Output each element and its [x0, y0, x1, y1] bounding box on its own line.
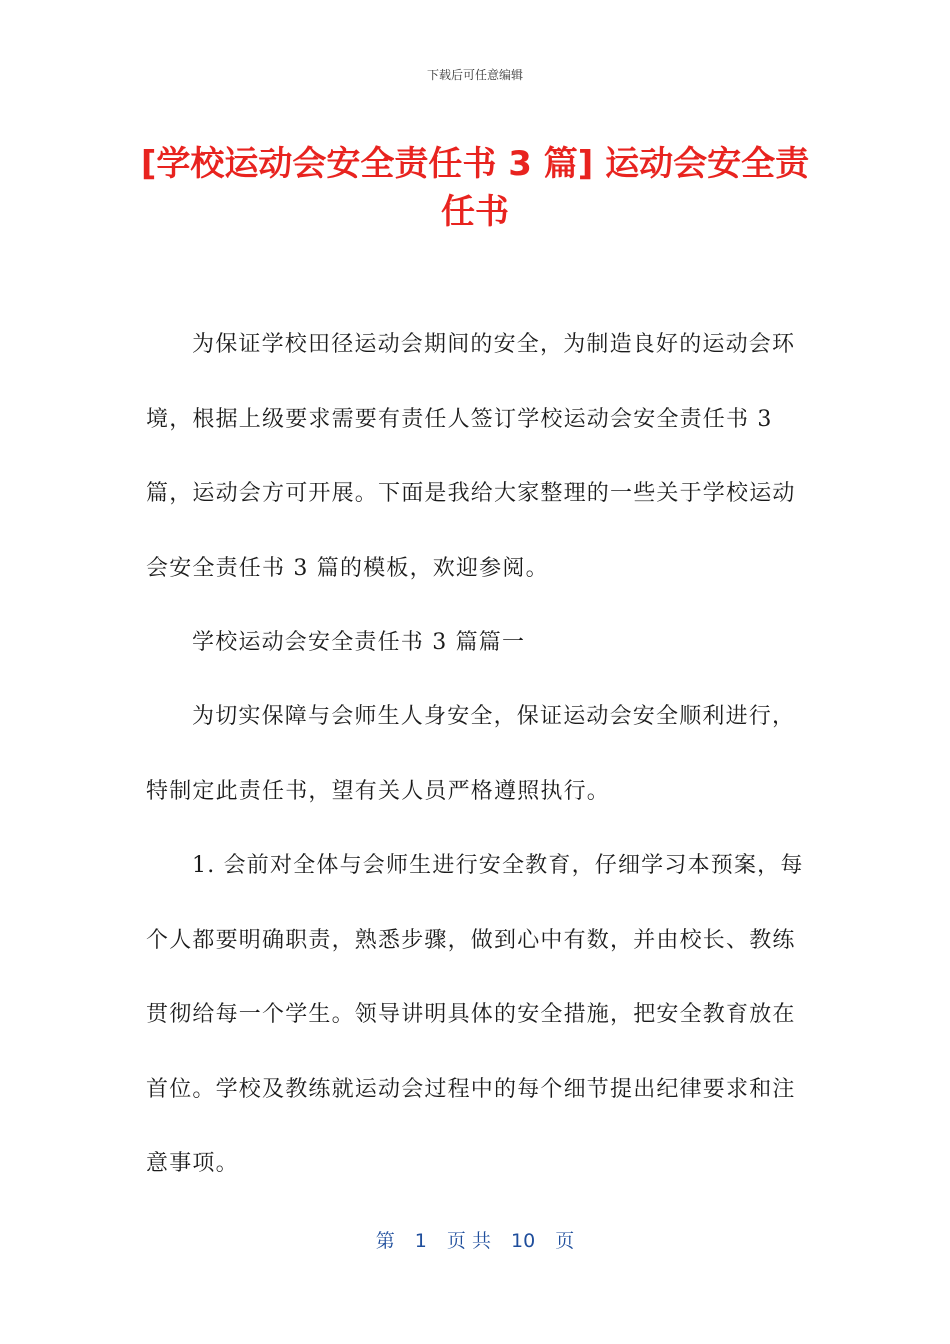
section-heading-1: 学校运动会安全责任书 3 篇篇一: [192, 630, 526, 655]
footer-di: 第: [375, 1230, 395, 1252]
page-footer: [0, 1226, 950, 1253]
footer-ye: 页: [555, 1230, 575, 1252]
paragraph-purpose: 为切实保障与会师生人身安全，保证运动会安全顺利进行，特制定此责任书，望有关人员严格遵照执行。: [146, 704, 796, 804]
paragraph-item-1: 1. 会前对全体与会师生进行安全教育，仔细学习本预案，每个人都要明确职责，熟悉步骤，做到心中有数，并由校长、教练贯彻给每一个学生。领导讲明具体的安全措施，把安全教育放在首位。学校及教练就运动会过程中的每个细节提出纪律要求和注意事项。: [146, 853, 804, 1176]
footer-current-page: 1: [414, 1230, 427, 1252]
header-note: 下载后可任意编辑: [426, 68, 523, 82]
footer-ye-gong: 页 共: [446, 1230, 491, 1252]
footer-total-pages: 10: [511, 1230, 536, 1252]
document-title: [学校运动会安全责任书 3 篇] 运动会安全责任书: [140, 144, 810, 232]
paragraph-intro: 为保证学校田径运动会期间的安全，为制造良好的运动会环境，根据上级要求需要有责任人签订学校运动会安全责任书 3 篇，运动会方可开展。下面是我给大家整理的一些关于学校运动会安全责任书 3 篇的模板，欢迎参阅。: [146, 332, 796, 581]
